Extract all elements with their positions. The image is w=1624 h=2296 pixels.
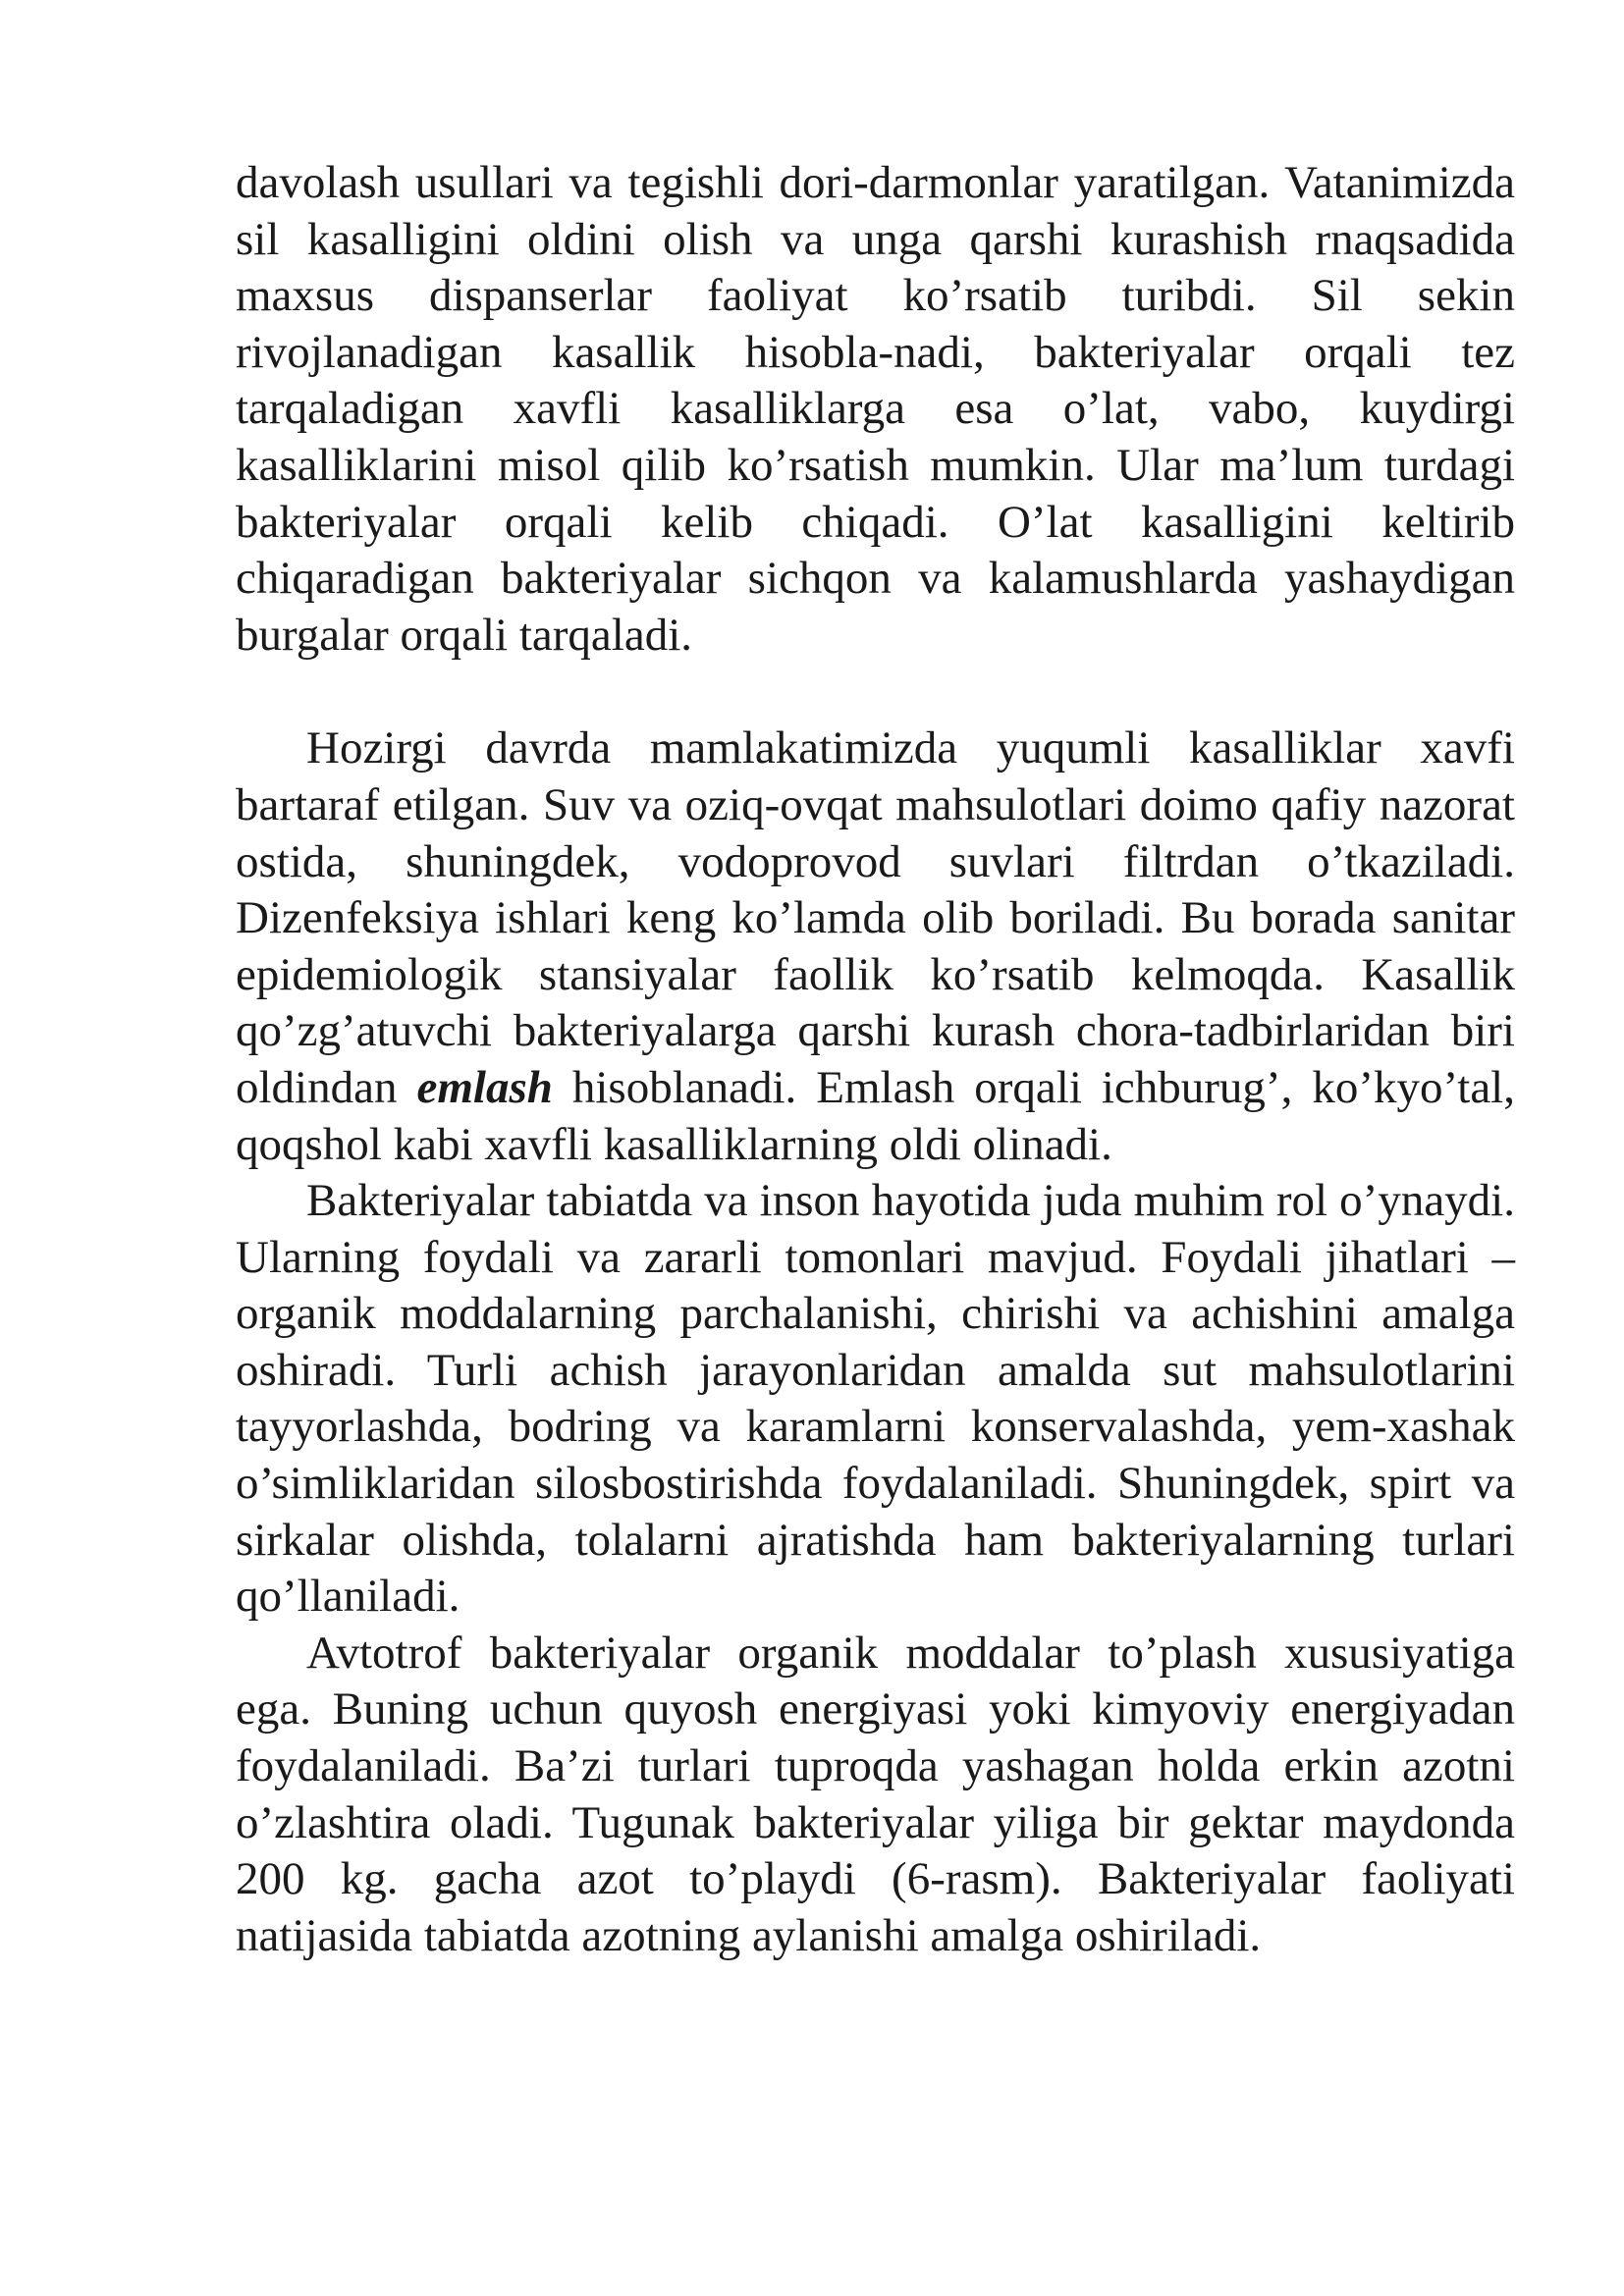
paragraph-text: hisoblanadi. Emlash orqali ichburug’, ko’kyo’tal, qoqshol kabi xavfli kasalliklarning oldi olinadi. xyxy=(236,1061,1515,1170)
document-page xyxy=(236,155,1515,1964)
paragraph-text: Bakteriyalar tabiatda va inson hayotida juda muhim rol o’ynaydi. Ularning foydali va zararli tomonlari mavjud. Foydali jihatlari – organik moddalarning parchalanishi, chirishi va achishini amalga oshiradi. Turli achish jarayonlaridan amalda sut mahsulotlarini tayyorlashda, bodring va karamlarni konservalashda, yem-xashak o’simliklaridan silosbostirishda foydalaniladi. Shuningdek, spirt va sirkalar olishda, tolalarni ajratishda ham bakteriyalarning turlari qo’llaniladi. xyxy=(236,1175,1515,1623)
paragraph-avtotrof xyxy=(236,1626,1515,1965)
paragraph-foydali xyxy=(236,1173,1515,1626)
paragraph-dispanserlar xyxy=(236,155,1515,664)
paragraph-text: davolash usullari va tegishli dori-darmonlar yaratilgan. Vatanimizda sil kasalligini oldini olish va unga qarshi kurashish rnaqsadida maxsus dispanserlar faoliyat ko’rsatib turibdi. Sil sekin rivojlanadigan kasallik hisobla-nadi, bakteriyalar orqali tez tarqaladigan xavfli kasalliklarga esa o’lat, vabo, kuydirgi kasalliklarini misol qilib ko’rsatish mumkin. Ular ma’lum turdagi bakteriyalar orqali kelib chiqadi. O’lat kasalligini keltirib chiqaradigan bakteriyalar sichqon va kalamushlarda yashaydigan burgalar orqali tarqaladi. xyxy=(236,157,1515,661)
paragraph-text: Hozirgi davrda mamlakatimizda yuqumli kasalliklar xavfi bartaraf etilgan. Suv va oziq-ovqat mahsulotlari doimo qafiy nazorat ostida, shuningdek, vodoprovod suvlari filtrdan o’tkaziladi. Dizenfeksiya ishlari keng ko’lamda olib boriladi. Bu borada sanitar epidemiologik stansiyalar faollik ko’rsatib kelmoqda. Kasallik qo’zg’atuvchi bakteriyalarga qarshi kurash chora-tadbirlaridan biri oldindan xyxy=(236,722,1515,1113)
paragraph-emlash xyxy=(236,721,1515,1173)
emphasized-term: emlash xyxy=(416,1061,553,1113)
paragraph-spacer xyxy=(236,664,1515,721)
paragraph-text: Avtotrof bakteriyalar organik moddalar to’plash xususiyatiga ega. Buning uchun quyosh energiyasi yoki kimyoviy energiyadan foydalaniladi. Ba’zi turlari tuproqda yashagan holda erkin azotni o’zlashtira oladi. Tugunak bakteriyalar yiliga bir gektar maydonda 200 kg. gacha azot to’playdi (6-rasm). Bakteriyalar faoliyati natijasida tabiatda azotning aylanishi amalga oshiriladi. xyxy=(236,1627,1515,1961)
